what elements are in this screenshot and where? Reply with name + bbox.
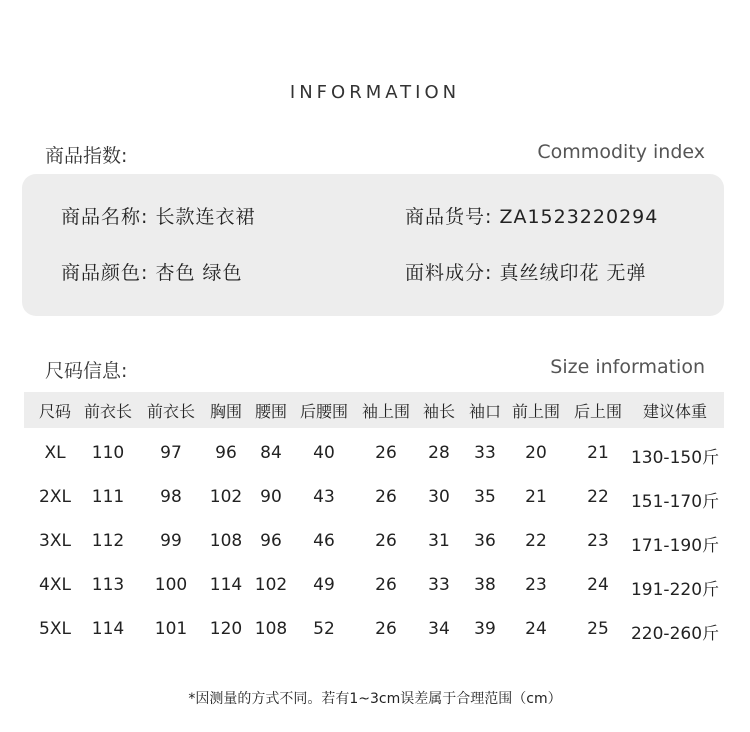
size-header-cell: 后上围 bbox=[573, 402, 622, 421]
size-header-cell: 前上围 bbox=[511, 402, 560, 421]
product-name: 商品名称: 长款连衣裙 bbox=[61, 206, 256, 228]
size-row-cell: 97 bbox=[160, 443, 182, 463]
size-header-cell: 胸围 bbox=[209, 402, 242, 421]
size-row-cell: 20 bbox=[525, 443, 547, 463]
size-row-cell: 40 bbox=[313, 443, 335, 463]
commodity-label-cn: 商品指数: bbox=[45, 145, 128, 167]
size-label-cn: 尺码信息: bbox=[45, 360, 128, 382]
size-row-cell: 30 bbox=[428, 487, 450, 507]
size-row-cell: 46 bbox=[313, 531, 335, 551]
size-row-cell: 36 bbox=[474, 531, 496, 551]
size-row-cell: 102 bbox=[209, 487, 243, 507]
size-row-cell: 110 bbox=[91, 443, 125, 463]
size-header-cell: 袖口 bbox=[468, 402, 501, 421]
size-header-cell: 后腰围 bbox=[299, 402, 348, 421]
size-row-cell: 25 bbox=[587, 619, 609, 639]
size-row-cell: 120 bbox=[209, 619, 243, 639]
size-row-cell: 23 bbox=[587, 531, 609, 551]
size-row-cell: 52 bbox=[313, 619, 335, 639]
size-row-cell: 22 bbox=[525, 531, 547, 551]
size-row-cell: 111 bbox=[91, 487, 125, 507]
size-row-cell: 21 bbox=[525, 487, 547, 507]
size-label-en: Size information bbox=[550, 356, 705, 378]
size-row-cell: 24 bbox=[525, 619, 547, 639]
size-header-cell: 袖上围 bbox=[361, 402, 410, 421]
size-row-cell: 26 bbox=[375, 487, 397, 507]
size-row-cell: 102 bbox=[254, 575, 288, 595]
size-row-cell: 33 bbox=[474, 443, 496, 463]
size-row-cell: 130-150斤 bbox=[630, 448, 720, 468]
size-row-cell: 114 bbox=[209, 575, 243, 595]
size-row-cell: 28 bbox=[428, 443, 450, 463]
size-row-cell: 21 bbox=[587, 443, 609, 463]
size-row-cell: 23 bbox=[525, 575, 547, 595]
size-header-cell: 腰围 bbox=[254, 402, 287, 421]
size-row-cell: 4XL bbox=[39, 575, 71, 595]
product-colors: 商品颜色: 杏色 绿色 bbox=[61, 262, 243, 284]
size-row-cell: 108 bbox=[254, 619, 288, 639]
size-row-cell: 100 bbox=[154, 575, 188, 595]
size-row-cell: 112 bbox=[91, 531, 125, 551]
size-row-cell: 5XL bbox=[39, 619, 71, 639]
size-row-cell: 99 bbox=[160, 531, 182, 551]
size-row-cell: 26 bbox=[375, 531, 397, 551]
size-row-cell: 43 bbox=[313, 487, 335, 507]
size-row-cell: 24 bbox=[587, 575, 609, 595]
size-header-cell: 尺码 bbox=[38, 402, 71, 421]
product-fabric: 面料成分: 真丝绒印花 无弹 bbox=[405, 262, 647, 284]
commodity-info-box bbox=[22, 174, 724, 316]
size-row-cell: XL bbox=[44, 443, 66, 463]
size-row-cell: 113 bbox=[91, 575, 125, 595]
section-heading: INFORMATION bbox=[289, 82, 461, 103]
size-header-cell: 前衣长 bbox=[146, 402, 195, 421]
size-row-cell: 84 bbox=[260, 443, 282, 463]
size-row-cell: 96 bbox=[260, 531, 282, 551]
size-row-cell: 39 bbox=[474, 619, 496, 639]
size-row-cell: 96 bbox=[215, 443, 237, 463]
size-row-cell: 35 bbox=[474, 487, 496, 507]
size-row-cell: 108 bbox=[209, 531, 243, 551]
size-row-cell: 171-190斤 bbox=[630, 536, 720, 556]
size-row-cell: 90 bbox=[260, 487, 282, 507]
size-row-cell: 26 bbox=[375, 443, 397, 463]
size-row-cell: 33 bbox=[428, 575, 450, 595]
size-row-cell: 151-170斤 bbox=[630, 492, 720, 512]
size-row-cell: 31 bbox=[428, 531, 450, 551]
size-row-cell: 26 bbox=[375, 575, 397, 595]
size-header-cell: 前衣长 bbox=[83, 402, 132, 421]
commodity-label-en: Commodity index bbox=[537, 141, 705, 163]
size-row-cell: 26 bbox=[375, 619, 397, 639]
size-row-cell: 3XL bbox=[39, 531, 71, 551]
size-row-cell: 49 bbox=[313, 575, 335, 595]
size-row-cell: 34 bbox=[428, 619, 450, 639]
size-row-cell: 22 bbox=[587, 487, 609, 507]
size-row-cell: 220-260斤 bbox=[630, 624, 720, 644]
size-row-cell: 191-220斤 bbox=[630, 580, 720, 600]
size-row-cell: 98 bbox=[160, 487, 182, 507]
size-row-cell: 2XL bbox=[39, 487, 71, 507]
size-row-cell: 38 bbox=[474, 575, 496, 595]
footnote: *因测量的方式不同。若有1~3cm误差属于合理范围（cm） bbox=[188, 691, 562, 707]
size-row-cell: 114 bbox=[91, 619, 125, 639]
size-header-cell: 袖长 bbox=[422, 402, 455, 421]
product-sku: 商品货号: ZA1523220294 bbox=[405, 206, 659, 228]
size-row-cell: 101 bbox=[154, 619, 188, 639]
size-header-cell: 建议体重 bbox=[642, 402, 707, 421]
